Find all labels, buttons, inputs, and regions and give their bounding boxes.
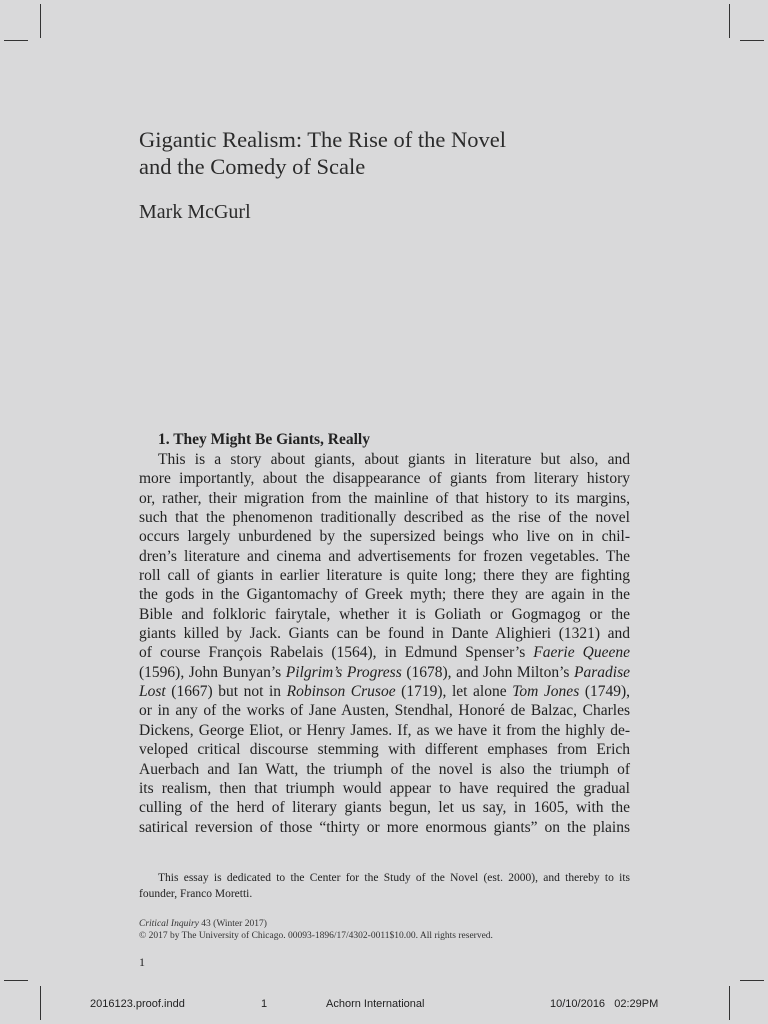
copyright-line: © 2017 by The University of Chicago. 00093-1896/17/4302-0011$10.00. All rights reserved. bbox=[139, 931, 493, 941]
italic-title: Pilgrim’s Progress bbox=[285, 663, 402, 681]
crop-mark bbox=[729, 4, 730, 38]
text-run: giants killed by Jack. Giants can be found in Dante Alighieri (1321) and bbox=[139, 625, 630, 643]
text-run: its realism, then that triumph would appear to have required the gradual bbox=[139, 779, 630, 797]
text-run: satirical reversion of those “thirty or more enormous giants” on the plains bbox=[139, 818, 630, 836]
body-line bbox=[139, 721, 630, 740]
body-line bbox=[139, 760, 630, 779]
text-run: of course François Rabelais (1564), in Edmund Spenser’s bbox=[139, 644, 534, 662]
body-line bbox=[139, 798, 630, 817]
crop-mark bbox=[729, 986, 730, 1020]
text-run: (1719), let alone bbox=[395, 683, 513, 701]
body-line bbox=[139, 624, 630, 643]
author-name: Mark McGurl bbox=[139, 201, 251, 223]
body-line bbox=[139, 682, 630, 701]
text-run: (1667) but not in bbox=[165, 683, 287, 701]
text-run: Auerbach and Ian Watt, the triumph of the novel is also the triumph of bbox=[139, 760, 630, 778]
text-run: or, rather, their migration from the mainline of that history to its margins, bbox=[139, 489, 630, 507]
crop-mark bbox=[4, 40, 28, 41]
crop-mark bbox=[740, 980, 764, 981]
journal-name: Critical Inquiry bbox=[139, 919, 199, 929]
italic-title: Paradise bbox=[574, 663, 631, 681]
body-line bbox=[139, 643, 630, 662]
journal-issue: 43 (Winter 2017) bbox=[198, 919, 267, 929]
journal-info bbox=[139, 918, 493, 942]
body-line bbox=[139, 818, 630, 837]
crop-mark bbox=[40, 986, 41, 1020]
title-line: Gigantic Realism: The Rise of the Novel bbox=[139, 127, 507, 152]
text-run: such that the phenomenon traditionally described as the rise of the novel bbox=[139, 509, 630, 527]
slug-company: Achorn International bbox=[326, 998, 425, 1010]
page-number: 1 bbox=[139, 955, 145, 969]
slug-datetime: 10/10/2016 02:29PM bbox=[550, 998, 659, 1010]
text-run: more importantly, about the disappearance of giants from literary history bbox=[139, 470, 630, 488]
italic-title: Tom Jones bbox=[512, 683, 580, 701]
body-line bbox=[139, 489, 630, 508]
slug-page: 1 bbox=[261, 998, 268, 1010]
italic-title: Faerie Queene bbox=[533, 644, 630, 662]
crop-mark bbox=[4, 980, 28, 981]
body-line bbox=[139, 566, 630, 585]
body-line bbox=[139, 605, 630, 624]
text-run: (1749), bbox=[579, 683, 631, 701]
body-line bbox=[139, 663, 630, 682]
text-run: occurs largely unburdened by the supersized beings who live on in chil- bbox=[139, 528, 630, 546]
text-run: Dickens, George Eliot, or Henry James. If, as we have it from the highly de- bbox=[139, 721, 630, 739]
slug-filename: 2016123.proof.indd bbox=[90, 998, 185, 1010]
text-run: roll call of giants in earlier literature is quite long; there they are fighting bbox=[139, 567, 630, 585]
body-line bbox=[139, 701, 630, 720]
body-line bbox=[139, 469, 630, 488]
text-run: culling of the herd of literary giants begun, let us say, in 1605, with the bbox=[139, 799, 630, 817]
body-line bbox=[139, 585, 630, 604]
body-line bbox=[139, 547, 630, 566]
footnote bbox=[139, 870, 630, 902]
crop-mark bbox=[740, 40, 764, 41]
italic-title: Robinson Crusoe bbox=[286, 683, 396, 701]
text-run: veloped critical discourse stemming with different emphases from Erich bbox=[139, 741, 630, 759]
journal-citation bbox=[139, 918, 493, 930]
text-run: Bible and folkloric fairytale, whether it is Goliath or Gogmagog or the bbox=[139, 605, 630, 623]
text-run: dren’s literature and cinema and advertisements for frozen vegetables. The bbox=[139, 547, 630, 565]
body-line bbox=[139, 450, 630, 469]
body-line bbox=[139, 508, 630, 527]
text-run: (1678), and John Milton’s bbox=[401, 663, 575, 681]
footnote-line: This essay is dedicated to the Center for the Study of the Novel (est. 2000), and thereby to its bbox=[158, 872, 630, 884]
crop-mark bbox=[40, 4, 41, 38]
text-run: or in any of the works of Jane Austen, Stendhal, Honoré de Balzac, Charles bbox=[139, 702, 630, 720]
text-run: This is a story about giants, about giants in literature but also, and bbox=[158, 451, 630, 468]
body-line bbox=[139, 740, 630, 759]
footnote-line: founder, Franco Moretti. bbox=[139, 888, 253, 900]
italic-title: Lost bbox=[139, 683, 166, 701]
body-line bbox=[139, 779, 630, 798]
body-text bbox=[139, 450, 630, 837]
text-run: the gods in the Gigantomachy of Greek myth; there they are again in the bbox=[139, 586, 630, 604]
title-line: and the Comedy of Scale bbox=[139, 154, 366, 179]
section-heading: 1. They Might Be Giants, Really bbox=[158, 431, 370, 448]
article-title bbox=[139, 126, 659, 180]
body-line bbox=[139, 527, 630, 546]
text-run: (1596), John Bunyan’s bbox=[139, 663, 286, 681]
